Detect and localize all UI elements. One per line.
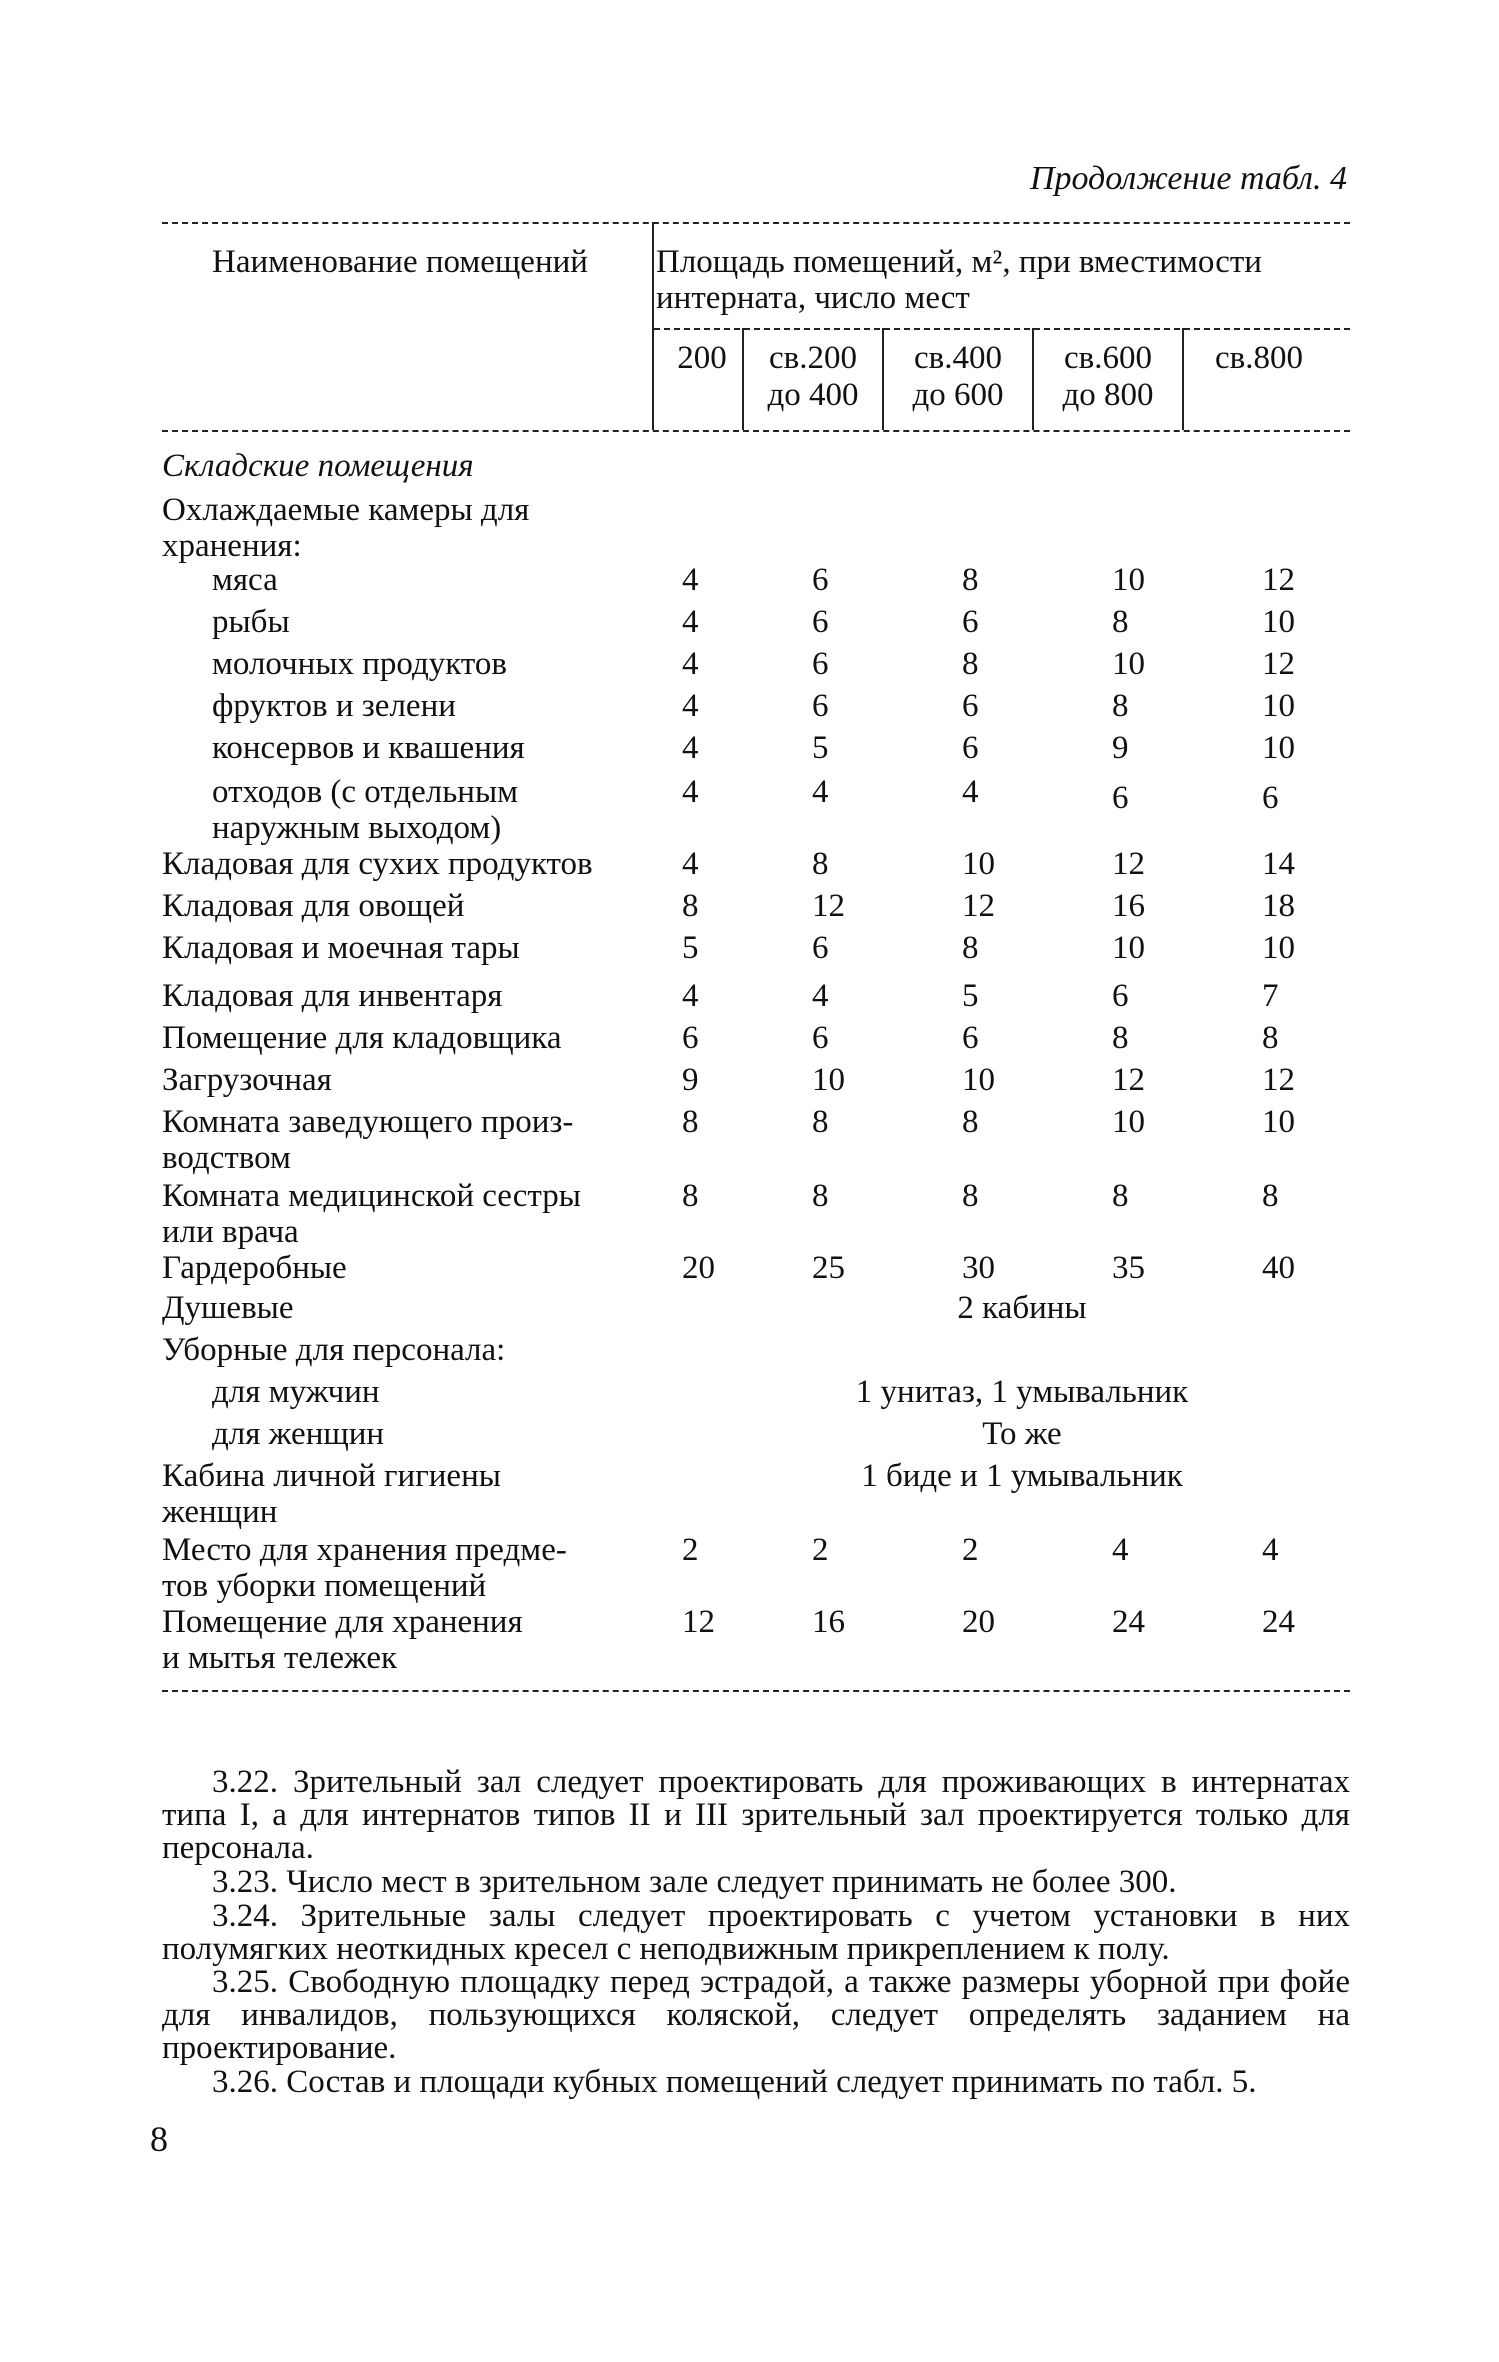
cell: 8 [1112,688,1129,724]
table-caption: Продолжение табл. 4 [1029,160,1347,197]
cell: 8 [962,1178,979,1214]
spanned-cell: 1 унитаз, 1 умывальник [855,1374,1189,1410]
cell: 4 [682,604,699,640]
row-name: Душевые [162,1290,294,1326]
header-mid-rule [654,328,1350,330]
row-name: Кабина личной гигиены женщин [162,1458,501,1530]
spanned-cell: 1 биде и 1 умывальник [861,1458,1183,1494]
name-column-header: Наименование помещений [212,244,588,280]
cell: 2 [962,1532,979,1568]
cell: 10 [1262,730,1295,766]
cell: 8 [962,562,979,598]
cell: 4 [682,730,699,766]
col-header-3: св.400 до 600 [912,340,1004,413]
cell: 10 [1112,646,1145,682]
row-name: Помещение для хранения и мытья тележек [162,1604,523,1676]
cell: 16 [812,1604,845,1640]
col-header-2: св.200 до 400 [767,340,859,413]
row-name: Кладовая для инвентаря [162,978,503,1014]
cell: 6 [682,1020,699,1056]
cell: 8 [1112,604,1129,640]
cell: 6 [812,604,829,640]
row-name: Комната медицинской сестры или врача [162,1178,581,1250]
cell: 10 [1262,688,1295,724]
cell: 25 [812,1250,845,1286]
cell: 10 [812,1062,845,1098]
cell: 6 [812,1020,829,1056]
cell: 35 [1112,1250,1145,1286]
cell: 4 [812,978,829,1014]
cell: 8 [682,1104,699,1140]
paragraph-3-26: 3.26. Состав и площади кубных помещений следует принимать по табл. 5. [212,2064,1257,2100]
row-name: фруктов и зелени [212,688,456,724]
paragraph-3-25: 3.25. Свободную площадку перед эстрадой, а также размеры уборной при фойе для инвалидов, пользующихся коляской, следует определять заданием на проектирование. [162,1964,1350,2066]
cell: 8 [812,846,829,882]
cell: 8 [962,646,979,682]
row-name: отходов (с отдельным наружным выходом) [212,774,519,846]
cell: 6 [812,646,829,682]
row-name: для мужчин [212,1374,380,1410]
cell: 8 [812,1178,829,1214]
paragraph-3-22: 3.22. Зрительный зал следует проектировать для проживающих в интернатах типа I, а для интернатов типов II и III зрительный зал проектируется только для персонала. [162,1764,1350,1866]
cell: 6 [962,730,979,766]
cell: 9 [1112,730,1129,766]
cell: 6 [812,562,829,598]
col-header-1: 200 [677,340,727,376]
cell: 40 [1262,1250,1295,1286]
cell: 8 [1262,1020,1279,1056]
row-name: мяса [212,562,278,598]
paragraph-3-23: 3.23. Число мест в зрительном зале следует принимать не более 300. [212,1864,1177,1900]
cell: 20 [962,1604,995,1640]
cell: 4 [682,562,699,598]
area-header-line1: Площадь помещений, м², при вместимости [656,244,1262,280]
cell: 4 [682,688,699,724]
cell: 10 [1112,562,1145,598]
cell: 6 [812,688,829,724]
cell: 12 [1262,646,1295,682]
cell: 6 [1112,780,1129,816]
cell: 12 [682,1604,715,1640]
row-name: рыбы [212,604,290,640]
table-top-rule [162,222,1350,224]
cell: 4 [812,774,829,810]
cell: 8 [962,1104,979,1140]
cell: 8 [1112,1020,1129,1056]
cell: 24 [1262,1604,1295,1640]
cell: 14 [1262,846,1295,882]
cell: 4 [682,646,699,682]
cell: 9 [682,1062,699,1098]
cell: 6 [962,1020,979,1056]
cell: 8 [1262,1178,1279,1214]
cell: 5 [682,930,699,966]
spanned-cell: То же [982,1416,1062,1452]
row-name: Кладовая и моечная тары [162,930,520,966]
cell: 4 [682,774,699,810]
cell: 10 [1262,1104,1295,1140]
header-divider [652,222,654,430]
row-name: молочных продуктов [212,646,507,682]
cell: 10 [962,846,995,882]
cell: 12 [1112,1062,1145,1098]
cell: 10 [1112,930,1145,966]
cell: 8 [962,930,979,966]
row-name: Загрузочная [162,1062,332,1098]
cell: 8 [682,888,699,924]
row-name: для женщин [212,1416,385,1452]
cell: 8 [1112,1178,1129,1214]
row-name: Гардеробные [162,1250,347,1286]
cell: 12 [1262,1062,1295,1098]
cell: 12 [962,888,995,924]
row-name: Кладовая для овощей [162,888,465,924]
cell: 20 [682,1250,715,1286]
cell: 16 [1112,888,1145,924]
cell: 2 [682,1532,699,1568]
col-header-5: св.800 [1215,340,1303,376]
cell: 2 [812,1532,829,1568]
cell: 6 [1112,978,1129,1014]
cell: 10 [1262,604,1295,640]
cell: 30 [962,1250,995,1286]
cell: 7 [1262,978,1279,1014]
cell: 4 [962,774,979,810]
table-bottom-rule [162,1690,1350,1692]
section-title: Складские помещения [162,448,474,484]
cell: 24 [1112,1604,1145,1640]
cell: 8 [682,1178,699,1214]
cell: 5 [812,730,829,766]
cell: 4 [682,846,699,882]
cell: 4 [682,978,699,1014]
cell: 12 [1112,846,1145,882]
cell: 10 [962,1062,995,1098]
cell: 6 [962,604,979,640]
spanned-cell: 2 кабины [957,1290,1087,1326]
group-title-line1: Охлаждаемые камеры для [162,492,530,528]
page-number: 8 [150,2119,168,2159]
header-bottom-rule [162,430,1350,432]
cell: 6 [962,688,979,724]
area-header-line2: интерната, число мест [656,280,970,316]
row-name: Помещение для кладовщика [162,1020,562,1056]
cell: 5 [962,978,979,1014]
row-name: Комната заведующего произ- водством [162,1104,574,1176]
cell: 6 [1262,780,1279,816]
cell: 10 [1262,930,1295,966]
cell: 4 [1112,1532,1129,1568]
row-name: консервов и квашения [212,730,525,766]
cell: 8 [812,1104,829,1140]
cell: 4 [1262,1532,1279,1568]
cell: 18 [1262,888,1295,924]
toilets-title: Уборные для персонала: [162,1332,506,1368]
paragraph-3-24: 3.24. Зрительные залы следует проектировать с учетом установки в них полумягких неоткидных кресел с неподвижным прикреплением к полу. [162,1898,1350,1967]
row-name: Место для хранения предме- тов уборки помещений [162,1532,567,1604]
group-title-line2: хранения: [162,528,302,564]
row-name: Кладовая для сухих продуктов [162,846,593,882]
cell: 12 [812,888,845,924]
cell: 12 [1262,562,1295,598]
col-header-4: св.600 до 800 [1062,340,1154,413]
cell: 6 [812,930,829,966]
cell: 10 [1112,1104,1145,1140]
